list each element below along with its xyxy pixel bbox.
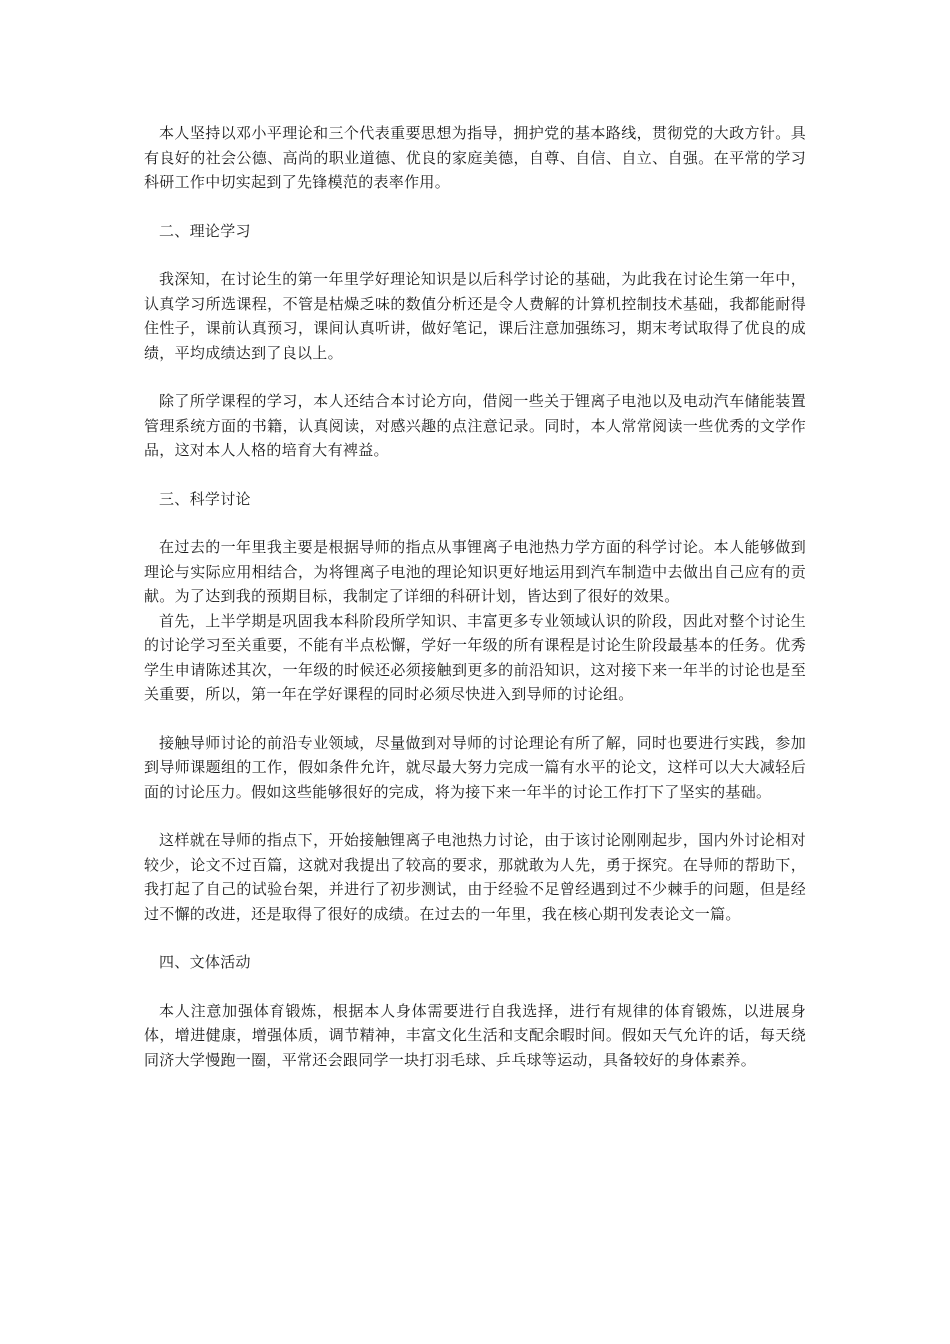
paragraph-frontier-field: 接触导师讨论的前沿专业领域，尽量做到对导师的讨论理论有所了解，同时也要进行实践，参加到导师课题组的工作，假如条件允许，就尽最大努力完成一篇有水平的论文，这样可以大大减轻后面的讨论压力。假如这些能够很好的完成，将为接下来一年半的讨论工作打下了坚实的基础。 bbox=[144, 733, 806, 801]
paragraph-sports: 本人注意加强体育锻炼，根据本人身体需要进行自我选择，进行有规律的体育锻炼，以进展身体，增进健康，增强体质，调节精神，丰富文化生活和支配余暇时间。假如天气允许的话，每天绕同济大学慢跑一圈，平常还会跟同学一块打羽毛球、乒乓球等运动，具备较好的身体素养。 bbox=[144, 1001, 806, 1069]
section-heading-research: 三、科学讨论 bbox=[159, 489, 251, 508]
paragraph-extra-reading: 除了所学课程的学习，本人还结合本讨论方向，借阅一些关于锂离子电池以及电动汽车储能装置管理系统方面的书籍，认真阅读，对感兴趣的点注意记录。同时，本人常常阅读一些优秀的文学作品，这对本人人格的培育大有裨益。 bbox=[144, 392, 806, 459]
paragraph-theory-study: 我深知，在讨论生的第一年里学好理论知识是以后科学讨论的基础，为此我在讨论生第一年中，认真学习所选课程，不管是枯燥乏味的数值分析还是令人费解的计算机控制技术基础，我都能耐得住性子，课前认真预习，课间认真听讲，做好笔记，课后注意加强练习，期末考试取得了优良的成绩，平均成绩达到了良以上。 bbox=[144, 270, 806, 362]
paragraph-first-semester: 首先，上半学期是巩固我本科阶段所学知识、丰富更多专业领域认识的阶段，因此对整个讨论生的讨论学习至关重要，不能有半点松懈，学好一年级的所有课程是讨论生阶段最基本的任务。优秀学生申请陈述其次，一年级的时候还必须接触到更多的前沿知识，这对接下来一年半的讨论也是至关重要，所以，第一年在学好课程的同时必须尽快进入到导师的讨论组。 bbox=[144, 611, 806, 703]
document-body bbox=[144, 121, 806, 1096]
paragraph-political-stance: 本人坚持以邓小平理论和三个代表重要思想为指导，拥护党的基本路线，贯彻党的大政方针。具有良好的社会公德、高尚的职业道德、优良的家庭美德，自尊、自信、自立、自强。在平常的学习科研工作中切实起到了先锋模范的表率作用。 bbox=[144, 124, 806, 191]
paragraph-thermal-research: 这样就在导师的指点下，开始接触锂离子电池热力讨论，由于该讨论刚刚起步，国内外讨论相对较少，论文不过百篇，这就对我提出了较高的要求，那就敢为人先，勇于探究。在导师的帮助下，我打起了自己的试验台架，并进行了初步测试，由于经验不足曾经遇到过不少棘手的问题，但是经过不懈的改进，还是取得了很好的成绩。在过去的一年里，我在核心期刊发表论文一篇。 bbox=[144, 831, 806, 923]
paragraph-research-overview: 在过去的一年里我主要是根据导师的指点从事锂离子电池热力学方面的科学讨论。本人能够做到理论与实际应用相结合，为将锂离子电池的理论知识更好地运用到汽车制造中去做出自己应有的贡献。为了达到我的预期目标，我制定了详细的科研计划，皆达到了很好的效果。 bbox=[144, 538, 806, 605]
section-heading-sports: 四、文体活动 bbox=[159, 953, 251, 971]
section-heading-theory-study: 二、理论学习 bbox=[159, 221, 251, 240]
